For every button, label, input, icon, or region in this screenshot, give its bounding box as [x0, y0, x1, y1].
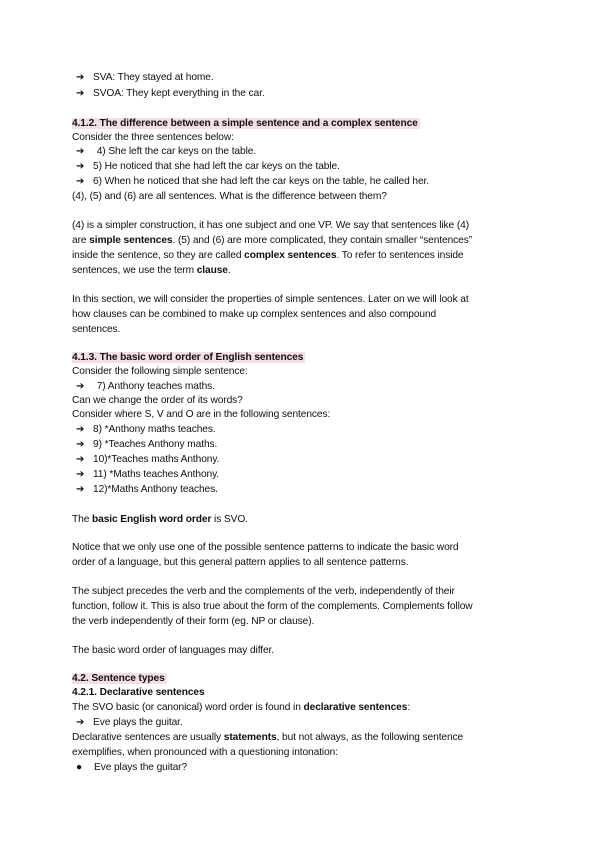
subsection-heading: 4.2.1. Declarative sentences [72, 687, 205, 698]
section-heading: 4.2. Sentence types [72, 673, 165, 684]
paragraph-line: Notice that we only use one of the possible sentence patterns to indicate the basic word [72, 542, 459, 553]
section-heading: 4.1.3. The basic word order of English sentences [72, 352, 304, 363]
arrow-icon: ➔ [76, 424, 85, 435]
paragraph-line: how clauses can be combined to make up complex sentences and also compound [72, 309, 437, 320]
paragraph-line: Declarative sentences are usually statements, but not always, as the following sentence [72, 732, 464, 743]
arrow-icon: ➔ [76, 717, 85, 728]
arrow-icon: ➔ [76, 146, 85, 157]
list-item: ➔ 5) He noticed that she had left the car keys on the table. [76, 161, 340, 172]
list-item: ➔ 9) *Teaches Anthony maths. [76, 439, 218, 450]
paragraph-line: The SVO basic (or canonical) word order is found in declarative sentences: [72, 702, 411, 713]
paragraph-line: The basic English word order is SVO. [72, 514, 248, 525]
paragraph-line: The basic word order of languages may differ. [72, 645, 275, 656]
list-item: ➔ 6) When he noticed that she had left the car keys on the table, he called her. [76, 176, 429, 187]
paragraph-line: Can we change the order of its words? [72, 395, 243, 406]
paragraph-line: function, follow it. This is also true about the form of the complements. Complements follow [72, 601, 473, 612]
section-heading: 4.1.2. The difference between a simple sentence and a complex sentence [72, 118, 418, 129]
list-item: ➔ 7) Anthony teaches maths. [76, 381, 215, 392]
list-item: ➔ SVOA: They kept everything in the car. [76, 88, 265, 99]
list-item: ➔ SVA: They stayed at home. [76, 72, 214, 83]
paragraph-line: (4), (5) and (6) are all sentences. What is the difference between them? [72, 191, 387, 202]
arrow-icon: ➔ [76, 161, 85, 172]
arrow-icon: ➔ [76, 469, 85, 480]
arrow-icon: ➔ [76, 176, 85, 187]
paragraph-line: exemplifies, when pronounced with a questioning intonation: [72, 747, 338, 758]
paragraph-line: (4) is a simpler construction, it has one subject and one VP. We say that sentences like (4) [72, 220, 469, 231]
paragraph-line: sentences. [72, 324, 121, 335]
paragraph-line: order of a language, but this general pattern applies to all sentence patterns. [72, 557, 409, 568]
list-item: ➔ 4) She left the car keys on the table. [76, 146, 257, 157]
arrow-icon: ➔ [76, 381, 85, 392]
bullet-icon: ● [76, 762, 83, 773]
list-item: ➔ 11) *Maths teaches Anthony. [76, 469, 220, 480]
arrow-icon: ➔ [76, 72, 85, 83]
arrow-icon: ➔ [76, 484, 85, 495]
list-item: ➔ Eve plays the guitar. [76, 717, 183, 728]
paragraph-line: Consider the three sentences below: [72, 132, 234, 143]
paragraph-line: Consider where S, V and O are in the following sentences: [72, 409, 331, 420]
list-item: ➔ 12)*Maths Anthony teaches. [76, 484, 218, 495]
paragraph-line: inside the sentence, so they are called complex sentences. To refer to sentences inside [72, 250, 464, 261]
paragraph-line: Consider the following simple sentence: [72, 366, 248, 377]
paragraph-line: In this section, we will consider the properties of simple sentences. Later on we will look at [72, 294, 469, 305]
paragraph-line: are simple sentences. (5) and (6) are more complicated, they contain smaller “sentences” [72, 235, 473, 246]
list-item: ● Eve plays the guitar? [76, 762, 188, 773]
arrow-icon: ➔ [76, 454, 85, 465]
list-item: ➔ 10)*Teaches maths Anthony. [76, 454, 220, 465]
paragraph-line: sentences, we use the term clause. [72, 265, 231, 276]
arrow-icon: ➔ [76, 439, 85, 450]
arrow-icon: ➔ [76, 88, 85, 99]
list-item: ➔ 8) *Anthony maths teaches. [76, 424, 216, 435]
paragraph-line: The subject precedes the verb and the complements of the verb, independently of their [72, 586, 455, 597]
paragraph-line: the verb independently of their form (eg. NP or clause). [72, 616, 315, 627]
